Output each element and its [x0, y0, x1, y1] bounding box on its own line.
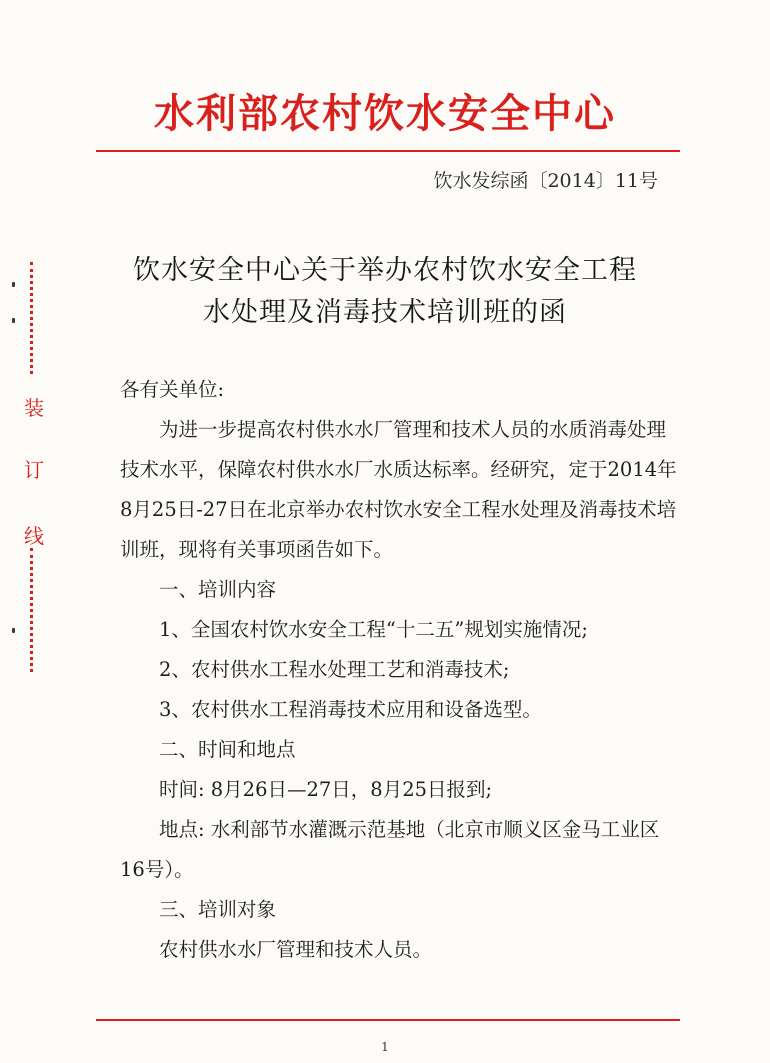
- header-rule: [96, 150, 680, 152]
- punch-hole-mark: [12, 628, 15, 633]
- letter-body: [120, 370, 680, 970]
- list-item: 地点: 水利部节水灌溉示范基地（北京市顺义区金马工业区16号）。: [120, 818, 660, 881]
- list-item: 时间: 8月26日—27日，8月25日报到;: [159, 778, 493, 801]
- binding-char-1: 装: [24, 396, 44, 420]
- list-item: 2、农村供水工程水处理工艺和消毒技术;: [159, 658, 510, 681]
- salutation: 各有关单位:: [120, 378, 225, 401]
- title-line-1: 饮水安全中心关于举办农村饮水安全工程: [133, 255, 637, 286]
- punch-hole-mark: [12, 282, 15, 287]
- binding-char-2: 订: [24, 458, 44, 482]
- intro-paragraph: 为进一步提高农村供水水厂管理和技术人员的水质消毒处理技术水平，保障农村供水水厂水质达标率。经研究，定于2014年8月25日-27日在北京举办农村饮水安全工程水处理及消毒技术培训班，现将有关事项函告如下。: [120, 418, 677, 561]
- page-number: 1: [381, 1040, 389, 1054]
- footer-rule: [96, 1019, 680, 1021]
- org-header: 水利部农村饮水安全中心: [154, 91, 616, 137]
- binding-dotted-line-bottom: [30, 548, 33, 672]
- list-item: 1、全国农村饮水安全工程“十二五”规划实施情况;: [159, 618, 588, 641]
- section-heading: 三、培训对象: [159, 898, 277, 921]
- binding-dotted-line-top: [30, 262, 33, 374]
- title-line-2: 水处理及消毒技术培训班的函: [203, 297, 567, 328]
- document-number: 饮水发综函〔2014〕11号: [433, 170, 658, 192]
- binding-char-3: 线: [24, 524, 44, 548]
- punch-hole-mark: [12, 318, 15, 323]
- list-item: 农村供水水厂管理和技术人员。: [159, 938, 433, 961]
- list-item: 3、农村供水工程消毒技术应用和设备选型。: [159, 698, 542, 721]
- section-heading: 一、培训内容: [159, 578, 277, 601]
- section-heading: 二、时间和地点: [159, 738, 296, 761]
